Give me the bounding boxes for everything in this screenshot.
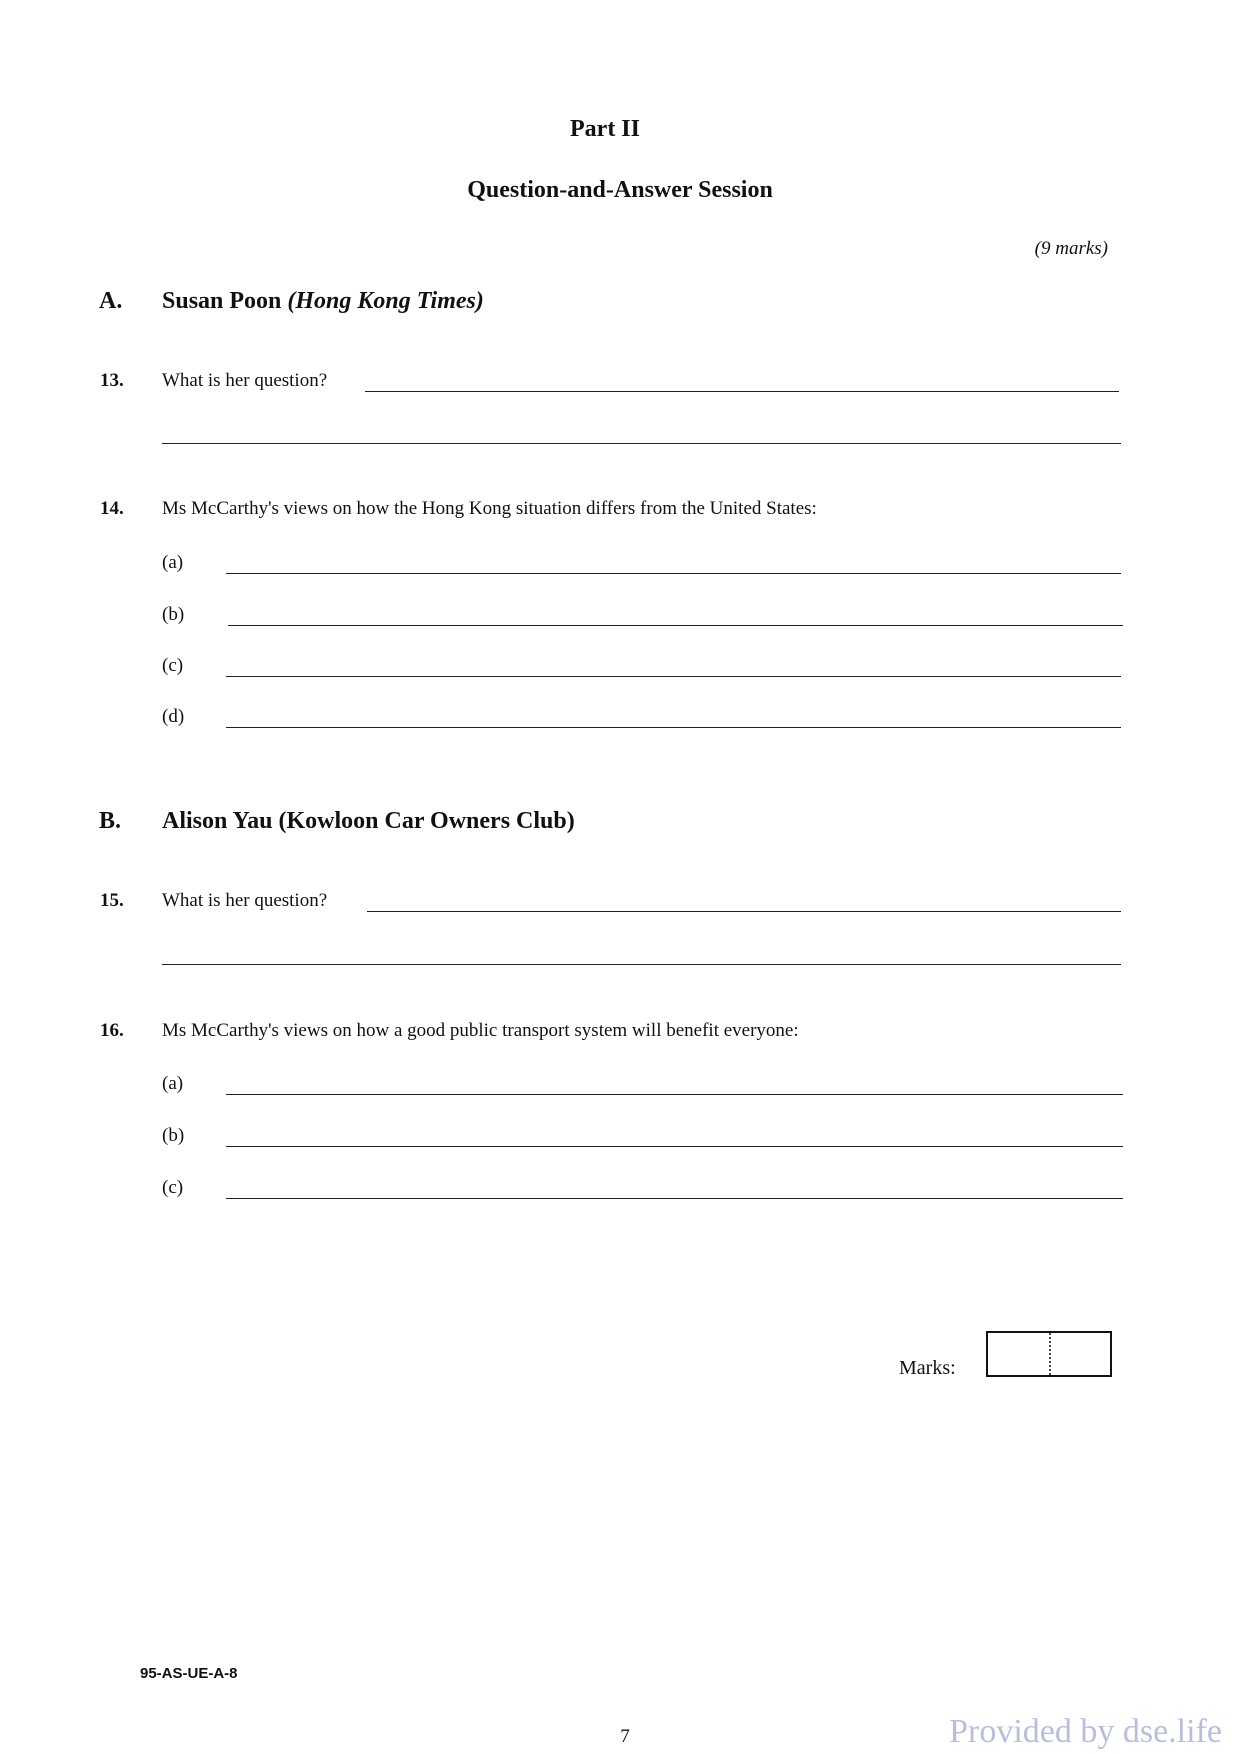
marks-box[interactable] xyxy=(986,1331,1112,1377)
q15-answer-line-1[interactable] xyxy=(367,911,1121,912)
q14-item-d-line[interactable] xyxy=(226,727,1121,728)
total-marks: (9 marks) xyxy=(1034,238,1108,259)
q16-number: 16. xyxy=(100,1020,124,1041)
section-a-title xyxy=(162,288,484,315)
section-a-letter: A. xyxy=(99,288,123,314)
section-b-letter: B. xyxy=(99,808,122,834)
section-b-title xyxy=(162,808,575,835)
q14-item-c-line[interactable] xyxy=(226,676,1121,677)
section-b-affiliation: (Kowloon Car Owners Club) xyxy=(278,808,575,834)
paper-code: 95-AS-UE-A-8 xyxy=(140,1665,238,1682)
q14-item-a-line[interactable] xyxy=(226,573,1121,574)
q14-number: 14. xyxy=(100,498,124,519)
marks-label: Marks: xyxy=(899,1357,956,1379)
q16-item-c-label: (c) xyxy=(162,1177,184,1198)
q13-text: What is her question? xyxy=(162,370,328,391)
q16-item-b-line[interactable] xyxy=(226,1146,1123,1147)
q13-answer-line-1[interactable] xyxy=(365,391,1119,392)
q15-text: What is her question? xyxy=(162,890,328,911)
session-title: Question-and-Answer Session xyxy=(467,177,773,203)
q16-text: Ms McCarthy's views on how a good public transport system will benefit everyone: xyxy=(162,1020,799,1041)
q15-answer-line-2[interactable] xyxy=(162,964,1121,965)
q14-item-c-label: (c) xyxy=(162,655,184,676)
q14-text: Ms McCarthy's views on how the Hong Kong situation differs from the United States: xyxy=(162,498,817,519)
q16-item-c-line[interactable] xyxy=(226,1198,1123,1199)
q14-item-b-label: (b) xyxy=(162,604,185,625)
section-a-affiliation: (Hong Kong Times) xyxy=(287,288,484,314)
q14-item-a-label: (a) xyxy=(162,552,184,573)
part-title: Part II xyxy=(570,116,640,142)
section-b-name: Alison Yau xyxy=(162,808,273,834)
q14-item-d-label: (d) xyxy=(162,706,185,727)
marks-box-divider xyxy=(1049,1333,1051,1375)
q14-item-b-line[interactable] xyxy=(228,625,1123,626)
watermark: Provided by dse.life xyxy=(949,1713,1222,1750)
page-number: 7 xyxy=(620,1726,630,1747)
q13-answer-line-2[interactable] xyxy=(162,443,1121,444)
q13-number: 13. xyxy=(100,370,124,391)
section-a-name: Susan Poon xyxy=(162,288,282,314)
q15-number: 15. xyxy=(100,890,124,911)
q16-item-b-label: (b) xyxy=(162,1125,185,1146)
q16-item-a-line[interactable] xyxy=(226,1094,1123,1095)
q16-item-a-label: (a) xyxy=(162,1073,184,1094)
